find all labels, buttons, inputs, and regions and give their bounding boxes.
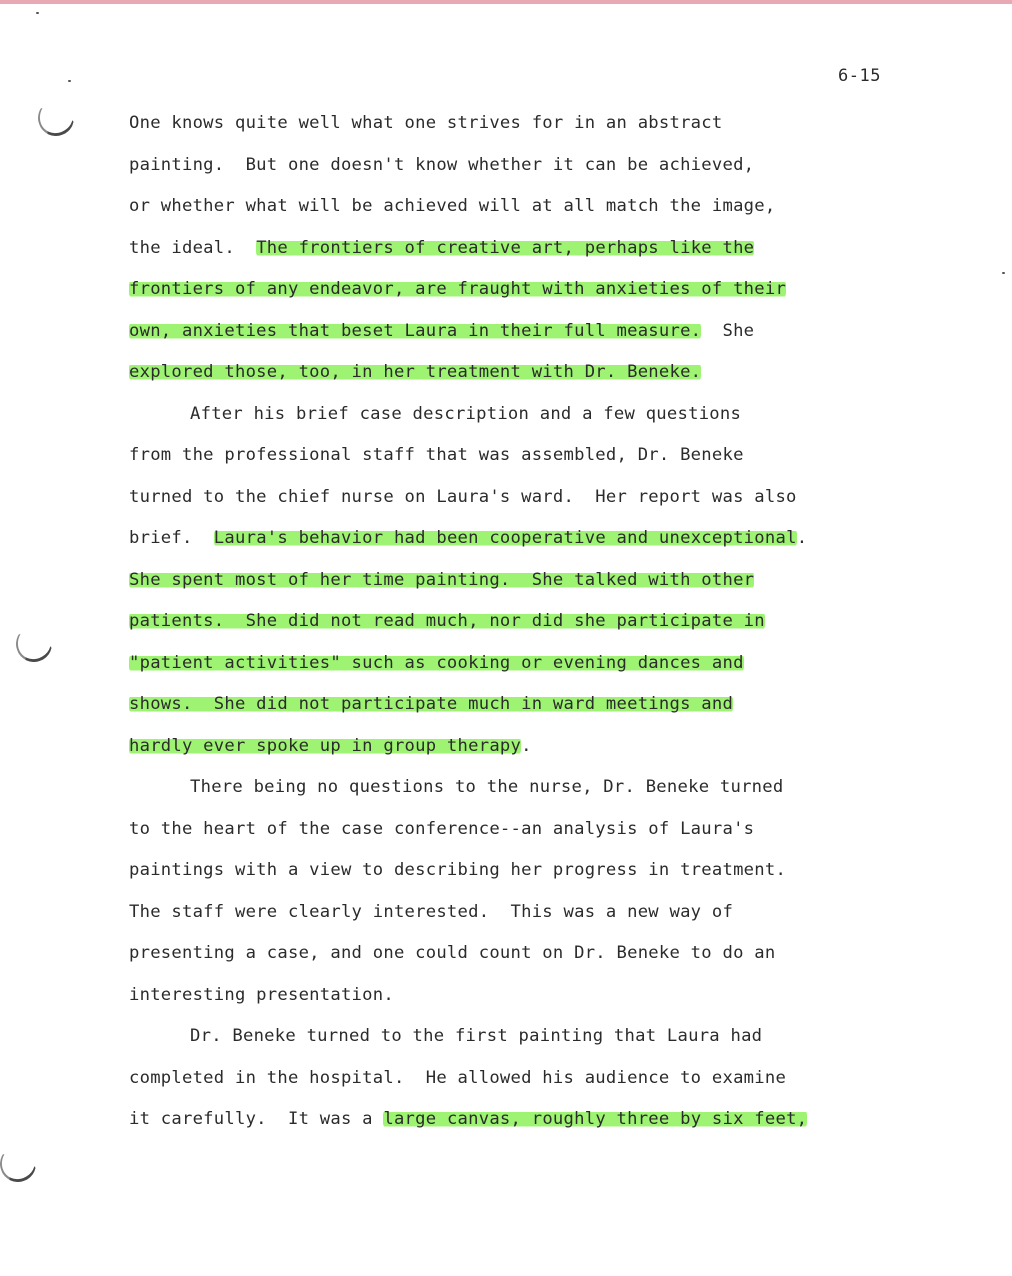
text-line bbox=[129, 606, 807, 648]
speck-mark bbox=[36, 12, 39, 14]
text-line: paintings with a view to describing her progress in treatment. bbox=[129, 860, 787, 880]
text-line: The staff were clearly interested. This was a new way of bbox=[129, 901, 734, 922]
text-line: completed in the hospital. He allowed his audience to examine bbox=[129, 1067, 787, 1088]
text-line: it carefully. It was a large canvas, roughly three by six feet, bbox=[129, 1109, 808, 1129]
highlighted-text: own, anxieties that beset Laura in their full measure. bbox=[129, 320, 702, 341]
highlighted-text: patients. She did not read much, nor did she participate in bbox=[129, 611, 765, 631]
highlighted-text: She spent most of her time painting. She talked with other bbox=[129, 569, 755, 590]
highlighted-text: shows. She did not participate much in ward meetings and bbox=[129, 694, 734, 714]
text-line: own, anxieties that beset Laura in their full measure. She bbox=[129, 320, 755, 341]
page-number: 6-15 bbox=[838, 66, 881, 86]
text-line: There being no questions to the nurse, Dr. Beneke turned bbox=[190, 777, 784, 797]
text-line bbox=[129, 274, 807, 316]
speck-mark bbox=[68, 80, 71, 82]
text-line bbox=[129, 565, 807, 607]
highlighted-text: frontiers of any endeavor, are fraught with anxieties of their bbox=[129, 279, 787, 299]
highlighted-text: "patient activities" such as cooking or evening dances and bbox=[129, 652, 744, 673]
text-line: hardly ever spoke up in group therapy. bbox=[129, 735, 532, 756]
text-line: the ideal. The frontiers of creative art, perhaps like the bbox=[129, 237, 755, 258]
binder-hole-bottom bbox=[0, 1141, 41, 1187]
text-line: presenting a case, and one could count on Dr. Beneke to do an bbox=[129, 943, 776, 963]
text-line: painting. But one doesn't know whether it can be achieved, bbox=[129, 154, 755, 175]
highlighted-text: Laura's behavior had been cooperative and unexceptional bbox=[213, 528, 797, 548]
text-line: or whether what will be achieved will at all match the image, bbox=[129, 196, 776, 216]
highlighted-text: The frontiers of creative art, perhaps like the bbox=[256, 237, 755, 258]
text-line: from the professional staff that was assembled, Dr. Beneke bbox=[129, 445, 744, 465]
text-line: brief. Laura's behavior had been cooperative and unexceptional. bbox=[129, 528, 808, 548]
highlighted-text: large canvas, roughly three by six feet, bbox=[383, 1109, 808, 1129]
text-line: to the heart of the case conference--an analysis of Laura's bbox=[129, 818, 755, 839]
text-line: Dr. Beneke turned to the first painting that Laura had bbox=[190, 1026, 763, 1046]
text-line: interesting presentation. bbox=[129, 984, 394, 1005]
top-edge-strip bbox=[0, 0, 1012, 4]
binder-hole-top bbox=[33, 95, 79, 141]
text-line bbox=[129, 357, 807, 399]
highlighted-text: hardly ever spoke up in group therapy bbox=[129, 735, 522, 756]
text-line bbox=[129, 648, 807, 690]
text-line bbox=[129, 689, 807, 731]
binder-hole-middle bbox=[11, 621, 57, 667]
highlighted-text: explored those, too, in her treatment with Dr. Beneke. bbox=[129, 362, 702, 382]
text-line: One knows quite well what one strives for in an abstract bbox=[129, 113, 723, 133]
text-line: turned to the chief nurse on Laura's ward. Her report was also bbox=[129, 486, 797, 507]
document-body bbox=[129, 108, 807, 1146]
speck-mark bbox=[1002, 272, 1005, 274]
text-line: After his brief case description and a few questions bbox=[190, 403, 742, 424]
